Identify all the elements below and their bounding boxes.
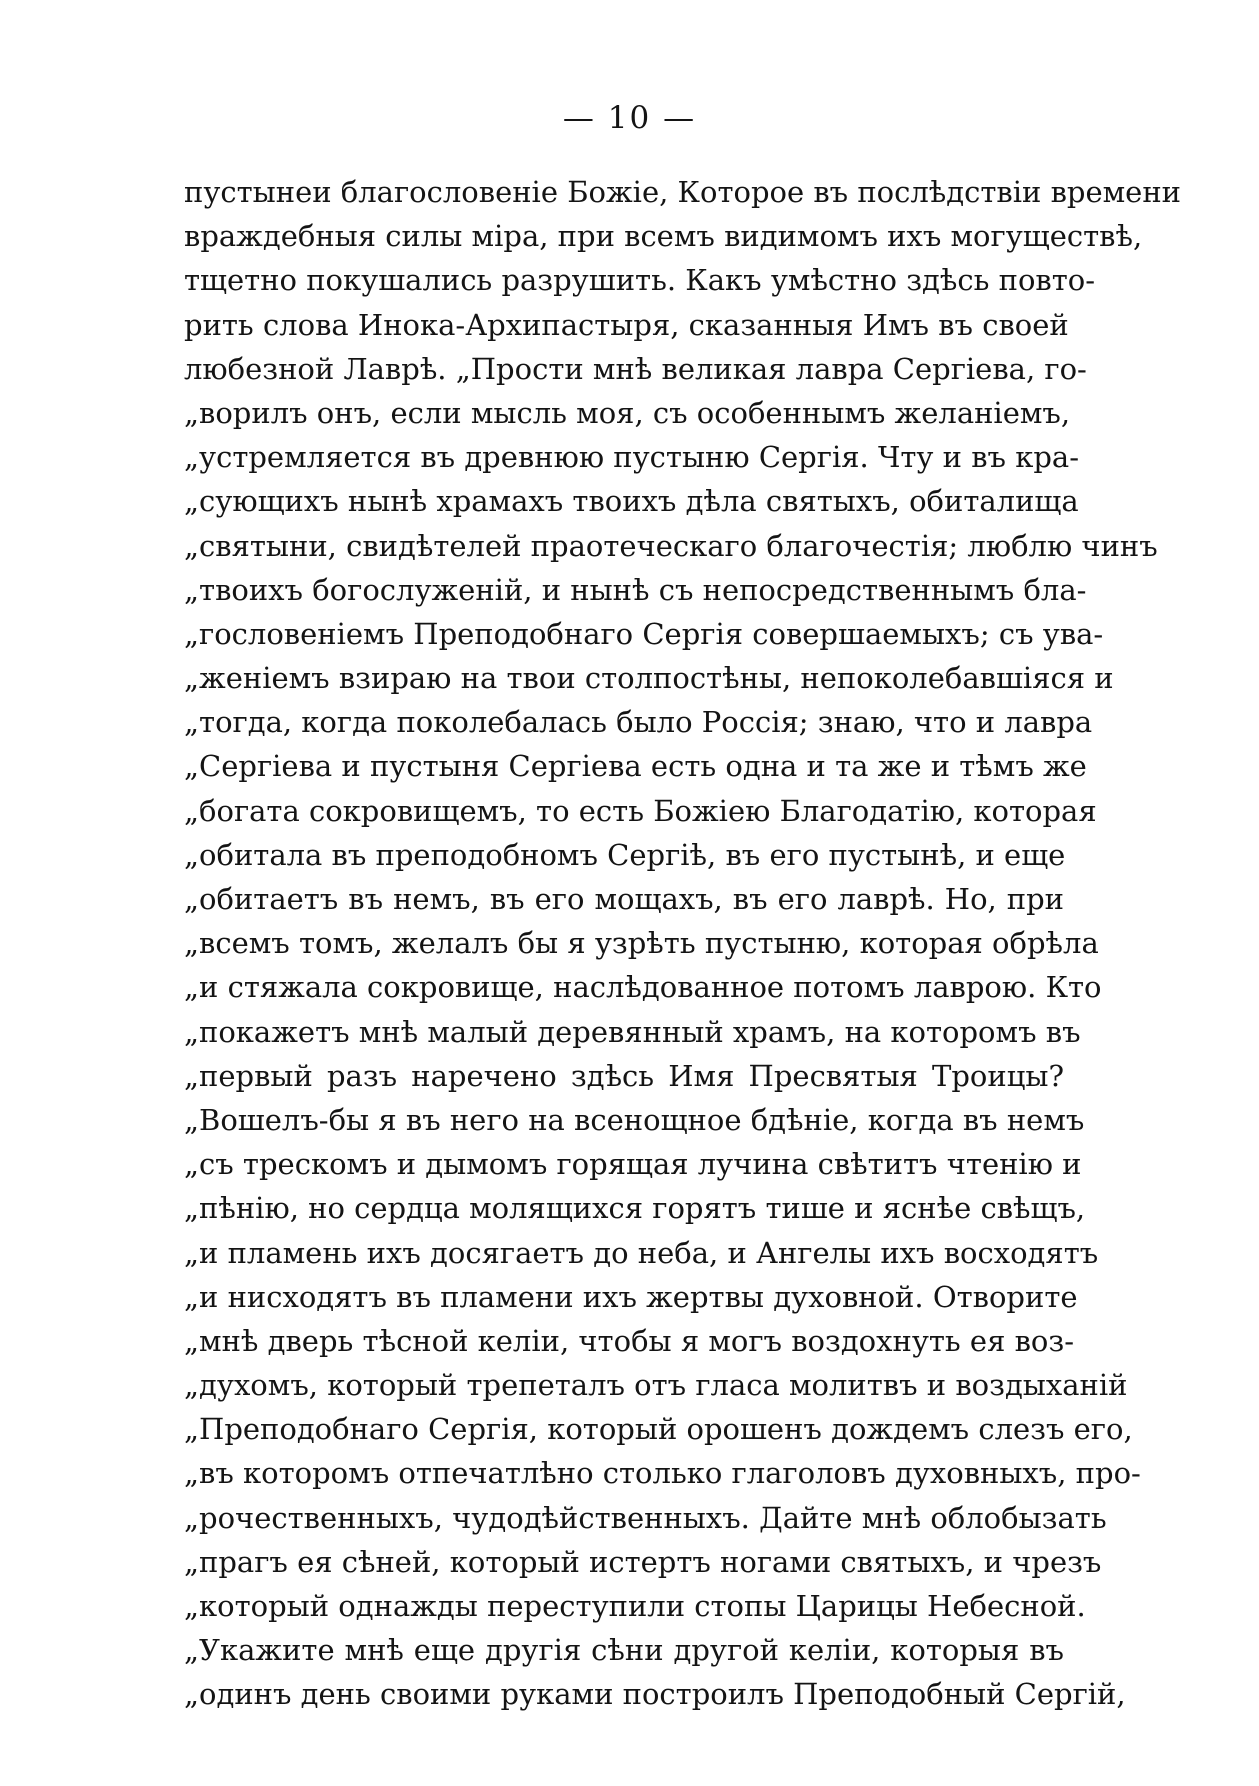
text-line: „женіемъ взираю на твои столпостѣны, непоколебавшіяся и bbox=[184, 661, 1114, 696]
text-line: „устремляется въ древнюю пустыню Сергія. Чту и въ кра- bbox=[184, 440, 1080, 475]
text-line: „и нисходятъ въ пламени ихъ жертвы духовной. Отворите bbox=[184, 1279, 1078, 1314]
text-line: „въ которомъ отпечатлѣно столько глаголовъ духовныхъ, про- bbox=[184, 1456, 1141, 1491]
text-line: „духомъ, который трепеталъ отъ гласа молитвъ и воздыханій bbox=[184, 1368, 1128, 1403]
text-line: „тогда, когда поколебалась было Россія; знаю, что и лавра bbox=[184, 705, 1093, 740]
text-line: „твоихъ богослуженій, и нынѣ съ непосредственнымъ бла- bbox=[184, 572, 1087, 607]
text-line: „покажетъ мнѣ малый деревянный храмъ, на которомъ въ bbox=[184, 1014, 1081, 1049]
body-text bbox=[184, 170, 1182, 1717]
text-line: „и пламень ихъ досягаетъ до неба, и Ангелы ихъ восходятъ bbox=[184, 1235, 1099, 1270]
text-line: „обитаетъ въ немъ, въ его мощахъ, въ его лаврѣ. Но, при bbox=[184, 882, 1064, 916]
text-line: „который однажды переступили стопы Царицы Небесной. bbox=[184, 1589, 1086, 1623]
text-line: „Сергіева и пустыня Сергіева есть одна и та же и тѣмъ же bbox=[184, 749, 1087, 784]
text-line: любезной Лаврѣ. „Прости мнѣ великая лавра Сергіева, го- bbox=[184, 351, 1087, 386]
text-line: „и стяжала сокровище, наслѣдованное потомъ лаврою. Кто bbox=[184, 970, 1102, 1005]
text-line: „одинъ день своими руками построилъ Преподобный Сергій, bbox=[184, 1677, 1126, 1712]
page-number: — 10 — bbox=[562, 100, 697, 136]
text-line: „первый разъ наречено здѣсь Имя Пресвятыя Троицы? bbox=[184, 1058, 1064, 1093]
text-line: враждебныя силы міра, при всемъ видимомъ ихъ могуществѣ, bbox=[184, 219, 1143, 254]
text-line: „всемъ томъ, желалъ бы я узрѣть пустыню, которая обрѣла bbox=[184, 926, 1099, 961]
text-line: пустынеи благословеніе Божіе, Которое въ послѣдствіи времени bbox=[184, 175, 1182, 209]
text-line: „пѣнію, но сердца молящихся горятъ тише и яснѣе свѣщъ, bbox=[184, 1191, 1086, 1226]
text-line: „Преподобнаго Сергія, который орошенъ дождемъ слезъ его, bbox=[184, 1412, 1133, 1447]
text-line: „Вошелъ-бы я въ него на всенощное бдѣніе, когда въ немъ bbox=[184, 1102, 1085, 1137]
text-line: „сующихъ нынѣ храмахъ твоихъ дѣла святыхъ, обиталища bbox=[184, 484, 1079, 519]
text-line: „ворилъ онъ, если мысль моя, съ особеннымъ желаніемъ, bbox=[184, 395, 1071, 430]
text-line: „святыни, свидѣтелей праотеческаго благочестія; люблю чинъ bbox=[184, 528, 1158, 563]
text-line: „Укажите мнѣ еще другія сѣни другой келіи, которыя въ bbox=[184, 1633, 1064, 1668]
text-line: „рочественныхъ, чудодѣйственныхъ. Дайте мнѣ облобызать bbox=[184, 1500, 1107, 1535]
text-line: „прагъ ея сѣней, который истертъ ногами святыхъ, и чрезъ bbox=[184, 1544, 1102, 1579]
text-line: „обитала въ преподобномъ Сергіѣ, въ его пустынѣ, и еще bbox=[184, 837, 1066, 872]
text-line: „съ трескомъ и дымомъ горящая лучина свѣтитъ чтенію и bbox=[184, 1147, 1082, 1182]
text-line: „мнѣ дверь тѣсной келіи, чтобы я могъ воздохнуть ея воз- bbox=[184, 1323, 1075, 1358]
text-line: рить слова Инока-Архипастыря, сказанныя Имъ въ своей bbox=[184, 307, 1069, 342]
text-line: „гословеніемъ Преподобнаго Сергія совершаемыхъ; съ ува- bbox=[184, 616, 1104, 651]
text-line: „богата сокровищемъ, то есть Божіею Благодатію, которая bbox=[184, 793, 1097, 828]
text-line: тщетно покушались разрушить. Какъ умѣстно здѣсь повто- bbox=[184, 263, 1096, 298]
